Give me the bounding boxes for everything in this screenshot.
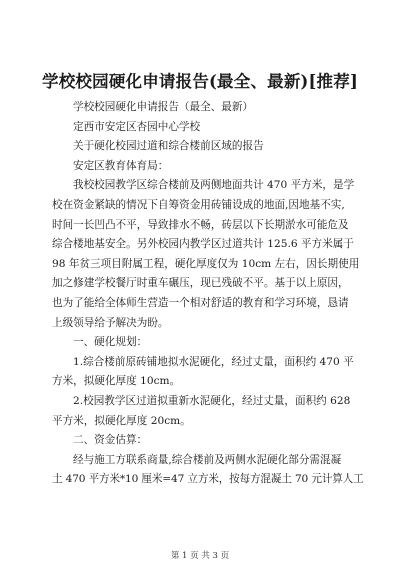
body-line: 综合楼地基安全。另外校园内教学区过道共计 125.6 平方米属于: [52, 238, 354, 251]
body-line: 上级领导给予解决为盼。: [52, 316, 169, 329]
page-footer: 第 1 页 共 3 页: [170, 551, 230, 561]
body-line: 98 年贫三项目附属工程，硬化厚度仅为 10cm 左右，因长期使用: [52, 257, 360, 270]
body-line: 经与施工方联系商量,综合楼前及两侧水泥硬化部分需混凝: [73, 453, 342, 466]
body-line: 土 470 平方米*10 厘米=47 立方米，按每方混凝土 70 元计算人工: [52, 473, 364, 486]
body-line: 学校校园硬化申请报告（最全、最新）: [73, 101, 254, 113]
document-title: 学校校园硬化申请报告(最全、最新)[推荐]: [42, 72, 358, 91]
body-line: 2.校园教学区过道拟重新水泥硬化，经过丈量，面积约 628: [73, 394, 351, 407]
body-line: 也为了能给全体师生营造一个相对舒适的教育和学习环境，恳请: [52, 296, 349, 309]
body-line: 我校校园教学区综合楼前及两侧地面共计 470 平方米，是学: [73, 179, 355, 192]
body-line: 加之修建学校餐厅时重车碾压，现已残破不平。基于以上原因，: [52, 277, 349, 290]
body-line: 一、硬化规划：: [73, 336, 148, 349]
body-line: 二、资金估算：: [73, 434, 148, 447]
body-line: 时间一长凹凸不平，导致排水不畅，砖层以下长期淤水可能危及: [52, 218, 349, 231]
body-line: 校在资金紧缺的情况下自筹资金用砖铺设成的地面,因地基不实,: [52, 198, 345, 211]
body-line: 关于硬化校园过道和综合楼前区域的报告: [73, 140, 264, 153]
body-line: 1.综合楼前原砖铺地拟水泥硬化，经过丈量，面积约 470 平: [73, 355, 354, 368]
body-line: 方米，拟硬化厚度 10cm。: [52, 375, 181, 388]
body-line: 平方米，拟硬化厚度 20cm。: [52, 414, 191, 427]
body-line: 安定区教育体育局：: [73, 159, 169, 172]
body-line: 定西市安定区杏园中心学校: [73, 120, 201, 133]
document-body: [52, 98, 364, 490]
